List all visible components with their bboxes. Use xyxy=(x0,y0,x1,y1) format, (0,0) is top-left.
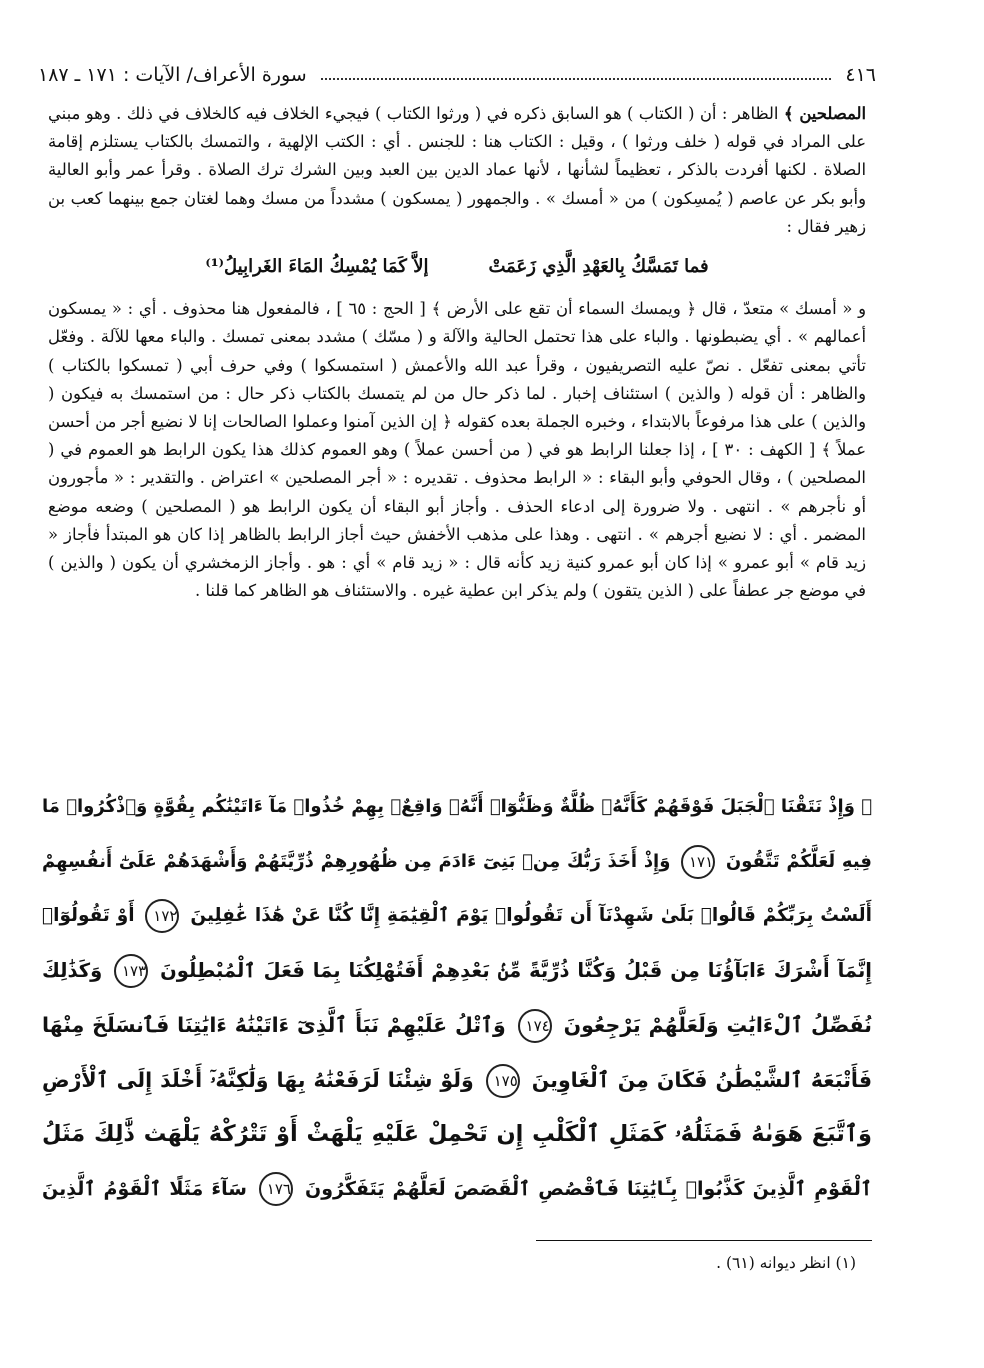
commentary-paragraph-1-text: الظاهر : أن ( الكتاب ) هو السابق ذكره في ( ورثوا الكتاب ) فيجيء الخلاف فيه كالخلاف في ذلك . وهو مبني على المراد في قوله ( خلف ورثوا ) ، وقيل : الكتاب هنا : للجنس . أي : الكتب الإلهية ، والتمسك بالكتاب يستلزم إقامة الصلاة . لكنها أفردت بالذكر ، تعظيماً لشأنها ، لأنها عماد الدين بين العبد وبين الشرك ترك الصلاة . وقرأ عمر وأبو العالية وأبو بكر عن عاصم ( يُمسِكون ) من « أمسك » . والجمهور ( يمسكون ) مشدداً من مسك وهما لغتان جمع بينهما كعب بن زهير فقال : xyxy=(48,104,866,236)
quran-line: إِنَّمَآ أَشْرَكَ ءَابَآؤُنَا مِن قَبْلُ وَكُنَّا ذُرِّيَّةً مِّنۢ بَعْدِهِمْ أَفَتُهْلِكُنَا بِمَا فَعَلَ ٱلْمُبْطِلُونَ ١٧٣ وَكَذَٰلِكَ xyxy=(42,944,872,999)
commentary-text xyxy=(48,100,866,605)
quran-line: فَأَتْبَعَهُ ٱلشَّيْطَٰنُ فَكَانَ مِنَ ٱلْغَاوِينَ ١٧٥ وَلَوْ شِئْنَا لَرَفَعْنَٰهُ بِهَا وَلَٰكِنَّهُۥٓ أَخْلَدَ إِلَى ٱلْأَرْضِ xyxy=(42,1053,872,1108)
header-title: سورة الأعراف/ الآيات : ١٧١ ـ ١٨٧ xyxy=(38,64,307,86)
header-dotted-leader xyxy=(321,78,832,80)
ayah-number-marker: ١٧٦ xyxy=(259,1172,293,1206)
commentary-lead-word: المصلحين ﴾ xyxy=(783,104,866,123)
poem-verse xyxy=(48,253,866,281)
ayah-number-marker: ١٧٤ xyxy=(518,1009,552,1043)
commentary-paragraph-2: و « أمسك » متعدّ ، قال ﴿ ويمسك السماء أن تقع على الأرض ﴾ [ الحج : ٦٥ ] ، فالمفعول هنا محذوف . أي : « يمسكون أعمالهم » . أي يضبطونها . والباء على هذا تحتمل الحالية والآلة و ( مسّك ) مشدد بمعنى تمسك . والباء معها للآلة . وفعّل تأتي بمعنى تفعّل . نصّ عليه التصريفيون ، وقرأ عبد الله والأعمش ( استمسكوا ) وفي حرف أبي ( تمسكوا بالكتاب ) والظاهر : أن قوله ( والذين ) استئناف إخبار . لما ذكر حال من لم يتمسك بالكتاب ذكر حال : من استمسك به فيكون ( والذين ) على هذا مرفوعاً بالابتداء ، وخبره الجملة بعده كقوله ﴿ إن الذين آمنوا وعملوا الصالحات إنا لا نضيع أجر من أحسن عملاً ﴾ [ الكهف : ٣٠ ] ، إذا جعلنا الرابط هو في ( من أحسن عملاً ) وهو العموم كذلك هذا يكون الرابط هو العموم في ( المصلحين ) ، وقال الحوفي وأبو البقاء : « الرابط محذوف . تقديره : « أجر المصلحين » اعتراض . والتقدير : « مأجورون أو نأجرهم » . انتهى . ولا ضرورة إلى ادعاء الحذف . وأجاز أبو البقاء أن يكون الرابط هو ( المصلحين ) وضعه موضع المضمر . أي : لا نضيع أجرهم » . انتهى . وهذا على مذهب الأخفش حيث أجاز الرابط بالظاهر إذا كان هو المبتدأ فأجاز « زيد قام » أبو عمرو » إذا كان أبو عمرو كنية زيد كأنه قال : « زيد قام » أي : هو . وأجاز الزمخشري أن يكون ( والذين ) في موضع جر عطفاً على ( الذين يتقون ) ولم يذكر ابن عطية غيره . والاستئناف هو الظاهر كما قلنا . xyxy=(48,299,866,601)
quran-line: ٱلْقَوْمِ ٱلَّذِينَ كَذَّبُوا۟ بِـَٔايَٰتِنَا فَٱقْصُصِ ٱلْقَصَصَ لَعَلَّهُمْ يَتَفَكَّرُونَ ١٧٦ سَآءَ مَثَلًا ٱلْقَوْمُ ٱلَّذِينَ xyxy=(42,1162,872,1217)
page-number: ٤١٦ xyxy=(845,64,876,86)
quran-line: أَلَسْتُ بِرَبِّكُمْ قَالُوا۟ بَلَىٰ شَهِدْنَآ أَن تَقُولُوا۟ يَوْمَ ٱلْقِيَٰمَةِ إِنَّا كُنَّا عَنْ هَٰذَا غَٰفِلِينَ ١٧٢ أَوْ تَقُولُوٓا۟ xyxy=(42,889,872,944)
poem-second-hemistich: إلاَّ كَمَا يُمْسِكُ المَاءَ الغَرابِيلُ⁽¹⁾ xyxy=(205,256,429,278)
quran-line: ۞ وَإِذْ نَتَقْنَا ٱلْجَبَلَ فَوْقَهُمْ كَأَنَّهُۥ ظُلَّةٌ وَظَنُّوٓا۟ أَنَّهُۥ وَاقِعٌۢ بِهِمْ خُذُوا۟ مَآ ءَاتَيْنَٰكُم بِقُوَّةٍ وَٱذْكُرُوا۟ مَا xyxy=(42,796,872,817)
footnote-separator-rule xyxy=(536,1240,872,1241)
quran-line: فِيهِ لَعَلَّكُمْ تَتَّقُونَ ١٧١ وَإِذْ أَخَذَ رَبُّكَ مِنۢ بَنِىٓ ءَادَمَ مِن ظُهُورِهِمْ ذُرِّيَّتَهُمْ وَأَشْهَدَهُمْ عَلَىٰٓ أَنفُسِهِمْ xyxy=(42,835,872,890)
ayah-number-marker: ١٧٢ xyxy=(145,899,179,933)
commentary-paragraph-1 xyxy=(48,100,866,241)
poem-first-hemistich: فما تَمَسَّكُ بِالعَهْدِ الَّذِي زَعَمَتْ xyxy=(488,256,709,278)
ayah-number-marker: ١٧١ xyxy=(681,845,715,879)
ayah-number-marker: ١٧٥ xyxy=(486,1064,520,1098)
quran-text-block xyxy=(42,780,872,1216)
quran-line: وَٱتَّبَعَ هَوَىٰهُ فَمَثَلُهُۥ كَمَثَلِ ٱلْكَلْبِ إِن تَحْمِلْ عَلَيْهِ يَلْهَثْ أَوْ تَتْرُكْهُ يَلْهَث ذَّٰلِكَ مَثَلُ xyxy=(42,1121,872,1147)
quran-line: نُفَصِّلُ ٱلْءَايَٰتِ وَلَعَلَّهُمْ يَرْجِعُونَ ١٧٤ وَٱتْلُ عَلَيْهِمْ نَبَأَ ٱلَّذِىٓ ءَاتَيْنَٰهُ ءَايَٰتِنَا فَٱنسَلَخَ مِنْهَا xyxy=(42,998,872,1053)
footnote: (١) انظر ديوانه (٦١) . xyxy=(716,1254,856,1272)
ayah-number-marker: ١٧٣ xyxy=(114,954,148,988)
running-header xyxy=(38,58,876,86)
